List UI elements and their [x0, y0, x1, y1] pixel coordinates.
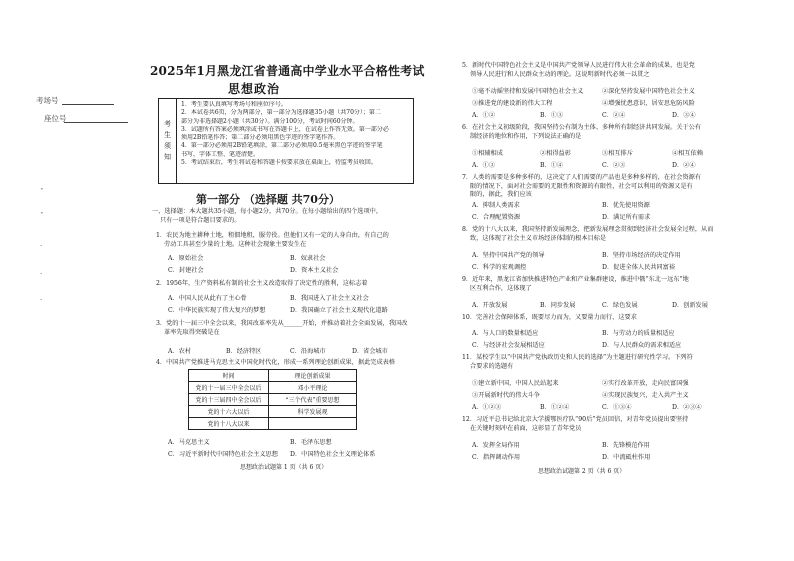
question-1-option-a[interactable]: A．原始社会	[168, 255, 204, 262]
question-12-option-c[interactable]: C．指挥调动作用	[472, 454, 521, 461]
question-6-option-a[interactable]: A．①③	[472, 162, 496, 169]
question-8-option-a[interactable]: A．坚持中国共产党的领导	[472, 252, 545, 259]
question-4-option-d[interactable]: D．中国特色社会主义理论体系	[290, 451, 376, 458]
question-11-stem: 11．某校学生以“中国共产党执政历史和人民的选择”为主题进行研究性学习。下列符 合要求的选题有	[462, 354, 693, 370]
question-7-option-c[interactable]: C．合理配置资源	[472, 214, 521, 221]
question-10-option-c[interactable]: C．与经济社会发展相适应	[472, 342, 545, 349]
question-11-item-3: ③开展新时代的伟大斗争	[472, 392, 541, 399]
question-11-item-4: ④实现民族复兴，走入共产主义	[602, 392, 689, 399]
question-9-option-c[interactable]: C．绿色发展	[602, 302, 638, 309]
exam-number-label: 考场号	[36, 96, 59, 105]
question-2-option-d[interactable]: D．我国确立了社会主义现代化道路	[290, 307, 388, 314]
question-10-option-b[interactable]: B．与劳动力的质量相适应	[602, 330, 675, 337]
question-9-option-b[interactable]: B．同步发展	[540, 302, 576, 309]
question-5-stem: 5．新时代中国特色社会主义是中国共产党领导人民进行伟大社会革命的成果，也是党 领导人民进行和人民群众主动的理论。这说明新时代必须一以贯之	[462, 62, 695, 78]
question-9-stem: 9．近年来，黑龙江省加快推进特色产业和产业集群建设，推进中俄“东北一远东”地 区互利合作，这体现了	[462, 276, 689, 292]
binding-mark: ˇ	[40, 212, 44, 220]
question-4-option-b[interactable]: B．毛泽东思想	[290, 439, 332, 446]
question-3-stem: 3．党的十一届三中全会以来，我国改革率先从______开始，并推动着社会全面发展，我国改 革率先取得突破是在	[156, 320, 408, 336]
question-6-item-3: ③相互排斥	[602, 150, 633, 157]
exam-title: 2025年1月黑龙江省普通高中学业水平合格性考试	[150, 64, 425, 78]
question-7-option-a[interactable]: A．抑制人类需求	[472, 202, 520, 209]
notice-line: 部分为非选择题2小题（共30分）。满分100分，考试时间60分钟。	[181, 117, 359, 125]
question-8-option-b[interactable]: B．坚持市场经济的决定作用	[602, 252, 681, 259]
binding-mark: ·	[40, 242, 43, 250]
question-11-item-1: ①建立新中国，中国人民站起来	[472, 380, 559, 387]
question-5-option-d[interactable]: D．③④	[672, 112, 696, 119]
question-4-table	[188, 369, 357, 430]
exam-subject: 思想政治	[228, 82, 281, 96]
question-8-option-d[interactable]: D．促进全体人民共同富裕	[602, 264, 676, 271]
seat-number-line[interactable]	[64, 122, 128, 123]
question-1-stem: 1．农民为地主耕种土地，租佃地租，服劳役。但他们又有一定的人身自由，有自己的 劳动工具甚至少量的土地。这种社会现象主要发生在	[156, 232, 389, 248]
question-7-option-d[interactable]: D．满足所有需求	[602, 214, 651, 221]
notice-line: 须用2B铅笔作答；第二部分必须用黑色字迹的签字笔作答。	[181, 134, 340, 142]
question-2-stem: 2．1956年，生产资料私有制的社会主义改造取得了决定性的胜利，这标志着	[156, 280, 368, 287]
question-5-option-c[interactable]: C．②④	[602, 112, 626, 119]
question-6-stem: 6．在社会主义初级阶段，我国坚持公有制为主体、多种所有制经济共同发展。关于公有 制经济的地位和作用，下列说法正确的是	[462, 124, 702, 140]
question-12-option-b[interactable]: B．先锋模范作用	[602, 442, 650, 449]
question-2-option-b[interactable]: B．我国进入了社会主义社会	[290, 295, 369, 302]
question-11-option-b[interactable]: B．①②④	[540, 404, 570, 411]
question-3-option-d[interactable]: D．省会城市	[352, 348, 388, 355]
question-12-stem: 12．习近平总书记给北京大学援鄂医疗队“90后”党员回信，对青年党员提出要坚持 在关键时刻冲在前面，这彰显了青年党员	[462, 416, 689, 432]
question-12-option-a[interactable]: A．发挥全局作用	[472, 442, 520, 449]
question-11-option-d[interactable]: D．②③④	[672, 404, 702, 411]
notice-line: 4．第一部分必须用2B铅笔填涂，第二部分必须用0.5毫米黑色字迹的签字笔	[181, 142, 383, 150]
question-5-item-2: ②深化坚持发展中国特色社会主义	[602, 88, 695, 95]
question-11-item-2: ②实行改革开放，走向民富国强	[602, 380, 689, 387]
exam-number-line[interactable]	[62, 104, 114, 105]
question-11-option-c[interactable]: C．①③④	[602, 404, 632, 411]
question-1-option-c[interactable]: C．封建社会	[168, 267, 204, 274]
section-instruction: 一、选择题：本大题共35小题，每小题2分，共70分。在每小题给出的四个选项中， 只有一项是符合题目要求的。	[152, 208, 383, 224]
binding-mark: ·	[40, 270, 43, 278]
candidate-notice-box	[158, 98, 414, 184]
question-6-item-2: ②相得益彰	[540, 150, 571, 157]
seat-number-label: 座位号	[44, 114, 67, 123]
question-6-option-c[interactable]: C．②③	[602, 162, 626, 169]
question-9-option-a[interactable]: A．开放发展	[472, 302, 508, 309]
question-4-option-a[interactable]: A．马克思主义	[168, 439, 210, 446]
question-12-option-d[interactable]: D．中流砥柱作用	[602, 454, 651, 461]
binding-mark: ·	[40, 296, 43, 304]
question-3-option-c[interactable]: C．沿海城市	[290, 348, 326, 355]
question-5-item-4: ④增强忧患意识，居安思危防风险	[602, 100, 695, 107]
question-3-option-a[interactable]: A．农村	[168, 348, 192, 355]
question-6-item-1: ①相辅相成	[472, 150, 503, 157]
question-2-option-c[interactable]: C．中华民族实现了伟大复兴的梦想	[168, 307, 266, 314]
question-5-item-1: ①毫不动摇坚持和发展中国特色社会主义	[472, 88, 584, 95]
binding-mark: ˇ	[40, 188, 44, 196]
question-8-option-c[interactable]: C．科学的宏观调控	[472, 264, 527, 271]
table-header-row: 时间 理论创新成果	[189, 370, 357, 382]
part1-heading: 第一部分 （选择题 共70分）	[196, 193, 340, 206]
question-9-option-d[interactable]: D．创新发展	[672, 302, 708, 309]
page-footer-right: 思想政治试题第 2 页（共 6 页）	[538, 468, 626, 475]
table-row: 党的十八大以来	[189, 418, 357, 430]
notice-line: 3．试题所有答案必须填涂或书写在答题卡上，在试卷上作答无效。第一部分必	[181, 125, 389, 133]
question-10-stem: 10．完善社会保障体系，既要尽力而为，又要量力而行，这要求	[462, 314, 637, 321]
table-row: 党的十一届三中全会以后 邓小平理论	[189, 382, 357, 394]
question-5-item-3: ③推进党的建设新的伟大工程	[472, 100, 553, 107]
question-6-item-4: ④相互依赖	[672, 150, 703, 157]
notice-line: 2．本试卷共6页，分为两部分，第一部分为选择题35小题（共70分）；第二	[181, 109, 381, 117]
question-6-option-b[interactable]: B．①④	[540, 162, 564, 169]
question-2-option-a[interactable]: A．中国人民从此有了主心骨	[168, 295, 247, 302]
table-row: 党的十六大以后 科学发展观	[189, 406, 357, 418]
question-7-stem: 7．人类的需要是多种多样的，这决定了人们需要的产品也是多种多样的，在社会资源有 限的情况下，面对社会需要的无限性和资源的有限性，社会可以利用的资源又是有 限的，据此，我们应该	[462, 174, 702, 199]
question-10-option-a[interactable]: A．与人口的数量相适应	[472, 330, 539, 337]
right-page	[440, 0, 794, 561]
question-1-option-b[interactable]: B．奴隶社会	[290, 255, 326, 262]
question-3-option-b[interactable]: B．经济特区	[226, 348, 262, 355]
table-row: 党的十三届四中全会以后 “三个代表”重要思想	[189, 394, 357, 406]
question-10-option-d[interactable]: D．与人民群众的需求相适应	[602, 342, 682, 349]
question-1-option-d[interactable]: D．资本主义社会	[290, 267, 339, 274]
notice-body	[177, 99, 413, 183]
page-footer-left: 思想政治试题第 1 页（共 6 页）	[240, 464, 328, 471]
notice-line: 5．考试结束后，考生将试卷和答题卡按要求放在桌面上，待监考员收回。	[181, 159, 377, 167]
question-4-stem: 4．中国共产党推进马克思主义中国化时代化，形成一系列理论创新成果，据此完成表格	[156, 359, 396, 366]
notice-line: 1．考生要认真填写考场号和座位序号。	[181, 101, 287, 108]
question-11-option-a[interactable]: A．①②③	[472, 404, 502, 411]
notice-line: 书写，字体工整、笔迹清楚。	[181, 150, 260, 158]
notice-heading: 考 生 须 知	[159, 99, 177, 183]
question-4-option-c[interactable]: C．习近平新时代中国特色社会主义思想	[168, 451, 278, 458]
question-8-stem: 8．党的十八大以来，我国坚持新发展理念，把新发展理念贯彻到经济社会发展全过程，从而 致，这体现了社会主义市场经济体制的根本目标是	[462, 226, 714, 242]
question-5-option-a[interactable]: A．①②	[472, 112, 496, 119]
question-7-option-b[interactable]: B．优先使用资源	[602, 202, 650, 209]
question-6-option-d[interactable]: D．②④	[672, 162, 696, 169]
question-5-option-b[interactable]: B．①③	[540, 112, 564, 119]
